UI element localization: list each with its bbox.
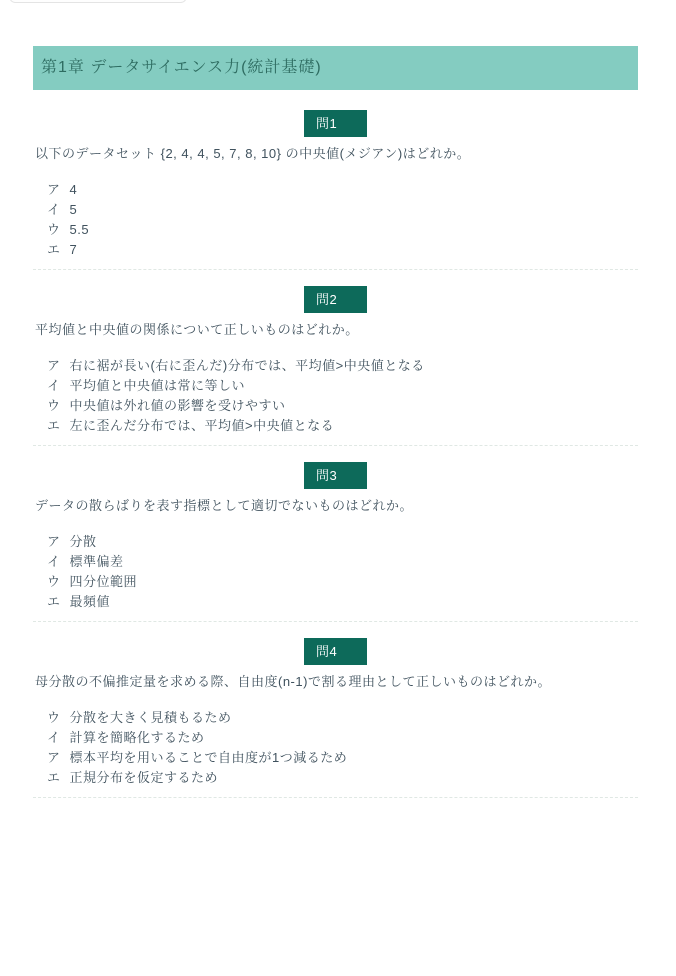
option-row <box>33 376 638 396</box>
option-row <box>33 572 638 592</box>
option-key: イ <box>47 730 61 745</box>
option-row <box>33 708 638 728</box>
option-text: 7 <box>69 242 78 257</box>
option-key: イ <box>47 202 61 217</box>
option-key: ア <box>47 358 61 373</box>
option-row <box>33 416 638 436</box>
option-key: ア <box>47 534 61 549</box>
chapter-title: 第1章 データサイエンス力(統計基礎) <box>41 59 322 76</box>
option-row <box>33 220 638 240</box>
content-container <box>33 0 638 798</box>
question-number-badge: 問3 <box>304 462 367 489</box>
option-row <box>33 240 638 260</box>
option-text: 左に歪んだ分布では、平均値>中央値となる <box>69 418 335 433</box>
option-text: 分散を大きく見積もるため <box>69 710 232 725</box>
question-section <box>33 270 638 446</box>
chapter-header <box>33 46 638 90</box>
option-text: 計算を簡略化するため <box>69 730 205 745</box>
option-row <box>33 552 638 572</box>
option-key: エ <box>47 242 61 257</box>
option-text: 分散 <box>69 534 97 549</box>
option-key: ウ <box>47 710 61 725</box>
option-row <box>33 356 638 376</box>
option-text: 標本平均を用いることで自由度が1つ減るため <box>69 750 348 765</box>
option-row <box>33 728 638 748</box>
option-text: 平均値と中央値は常に等しい <box>69 378 246 393</box>
question-section <box>33 446 638 622</box>
question-section <box>33 622 638 798</box>
option-row <box>33 200 638 220</box>
question-text: 平均値と中央値の関係について正しいものはどれか。 <box>35 322 359 337</box>
option-key: ア <box>47 750 61 765</box>
options-list <box>33 356 638 436</box>
option-key: ウ <box>47 398 61 413</box>
question-number-badge: 問1 <box>304 110 367 137</box>
option-text: 4 <box>69 182 78 197</box>
option-key: エ <box>47 594 61 609</box>
option-row <box>33 180 638 200</box>
option-row <box>33 396 638 416</box>
question-sections <box>33 90 638 798</box>
option-row <box>33 748 638 768</box>
option-text: 四分位範囲 <box>69 574 138 589</box>
options-list <box>33 708 638 788</box>
option-text: 右に裾が長い(右に歪んだ)分布では、平均値>中央値となる <box>69 358 425 373</box>
option-key: エ <box>47 770 61 785</box>
option-text: 5 <box>69 202 78 217</box>
option-text: 5.5 <box>69 222 90 237</box>
option-text: 中央値は外れ値の影響を受けやすい <box>69 398 286 413</box>
option-key: ア <box>47 182 61 197</box>
options-list <box>33 180 638 260</box>
question-text: データの散らばりを表す指標として適切でないものはどれか。 <box>35 498 414 513</box>
question-text: 以下のデータセット {2, 4, 4, 5, 7, 8, 10} の中央値(メジアン)はどれか。 <box>35 146 471 161</box>
option-key: ウ <box>47 222 61 237</box>
option-key: ウ <box>47 574 61 589</box>
option-row <box>33 592 638 612</box>
question-section <box>33 90 638 270</box>
question-number-badge: 問2 <box>304 286 367 313</box>
question-text: 母分散の不偏推定量を求める際、自由度(n-1)で割る理由として正しいものはどれか。 <box>35 674 551 689</box>
option-text: 標準偏差 <box>69 554 124 569</box>
option-row <box>33 768 638 788</box>
options-list <box>33 532 638 612</box>
option-text: 最頻値 <box>69 594 111 609</box>
option-key: イ <box>47 378 61 393</box>
option-key: イ <box>47 554 61 569</box>
question-number-badge: 問4 <box>304 638 367 665</box>
option-text: 正規分布を仮定するため <box>69 770 219 785</box>
option-key: エ <box>47 418 61 433</box>
option-row <box>33 532 638 552</box>
